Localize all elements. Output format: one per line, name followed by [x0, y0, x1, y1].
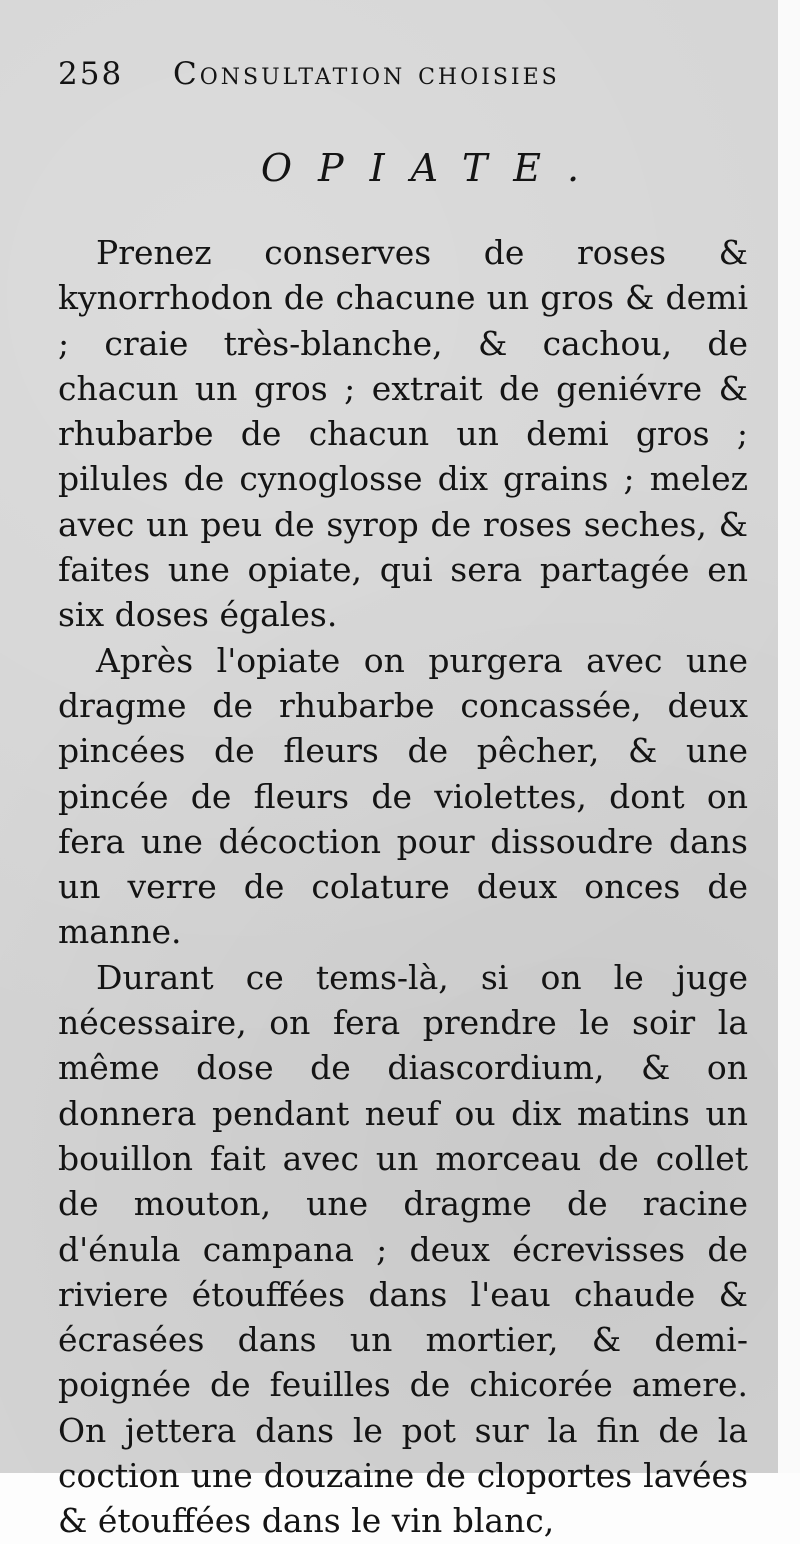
paragraph-opiate-recipe: Prenez conserves de roses & kynorrhodon de chacune un gros & demi ; craie très-blanche, & cachou, de chacun un gros ; extrait de geniévre & rhubarbe de chacun un demi gros ; pilules de cynoglosse dix grains ; melez avec un peu de syrop de roses seches, & faites une opiate, qui sera partagée en six doses égales.	[58, 233, 748, 635]
paragraph-purge: Après l'opiate on purgera avec une dragme de rhubarbe concassée, deux pincées de fleurs de pêcher, & une pincée de fleurs de violettes, dont on fera une décoction pour dissoudre dans un verre de colature deux onces de manne.	[58, 640, 748, 952]
body-text	[58, 230, 748, 1544]
page-number: 258	[58, 56, 124, 92]
page-content	[58, 50, 748, 1544]
running-header	[58, 50, 748, 110]
page-margin	[778, 0, 800, 1473]
running-title: Consultation choisies	[173, 56, 560, 92]
paragraph-bouillon: Durant ce tems-là, si on le juge nécessaire, on fera prendre le soir la même dose de diascordium, & on donnera pendant neuf ou dix matins un bouillon fait avec un morceau de collet de mouton, une dragme de racine d'énula campana ; deux écrevisses de riviere étouffées dans l'eau chaude & écrasées dans un mortier, & demi-poignée de feuilles de chicorée amere. On jettera dans le pot sur la fin de la coction une douzaine de cloportes lavées & étouffées dans le vin blanc,	[58, 957, 748, 1541]
section-title: OPIATE.	[260, 146, 606, 190]
